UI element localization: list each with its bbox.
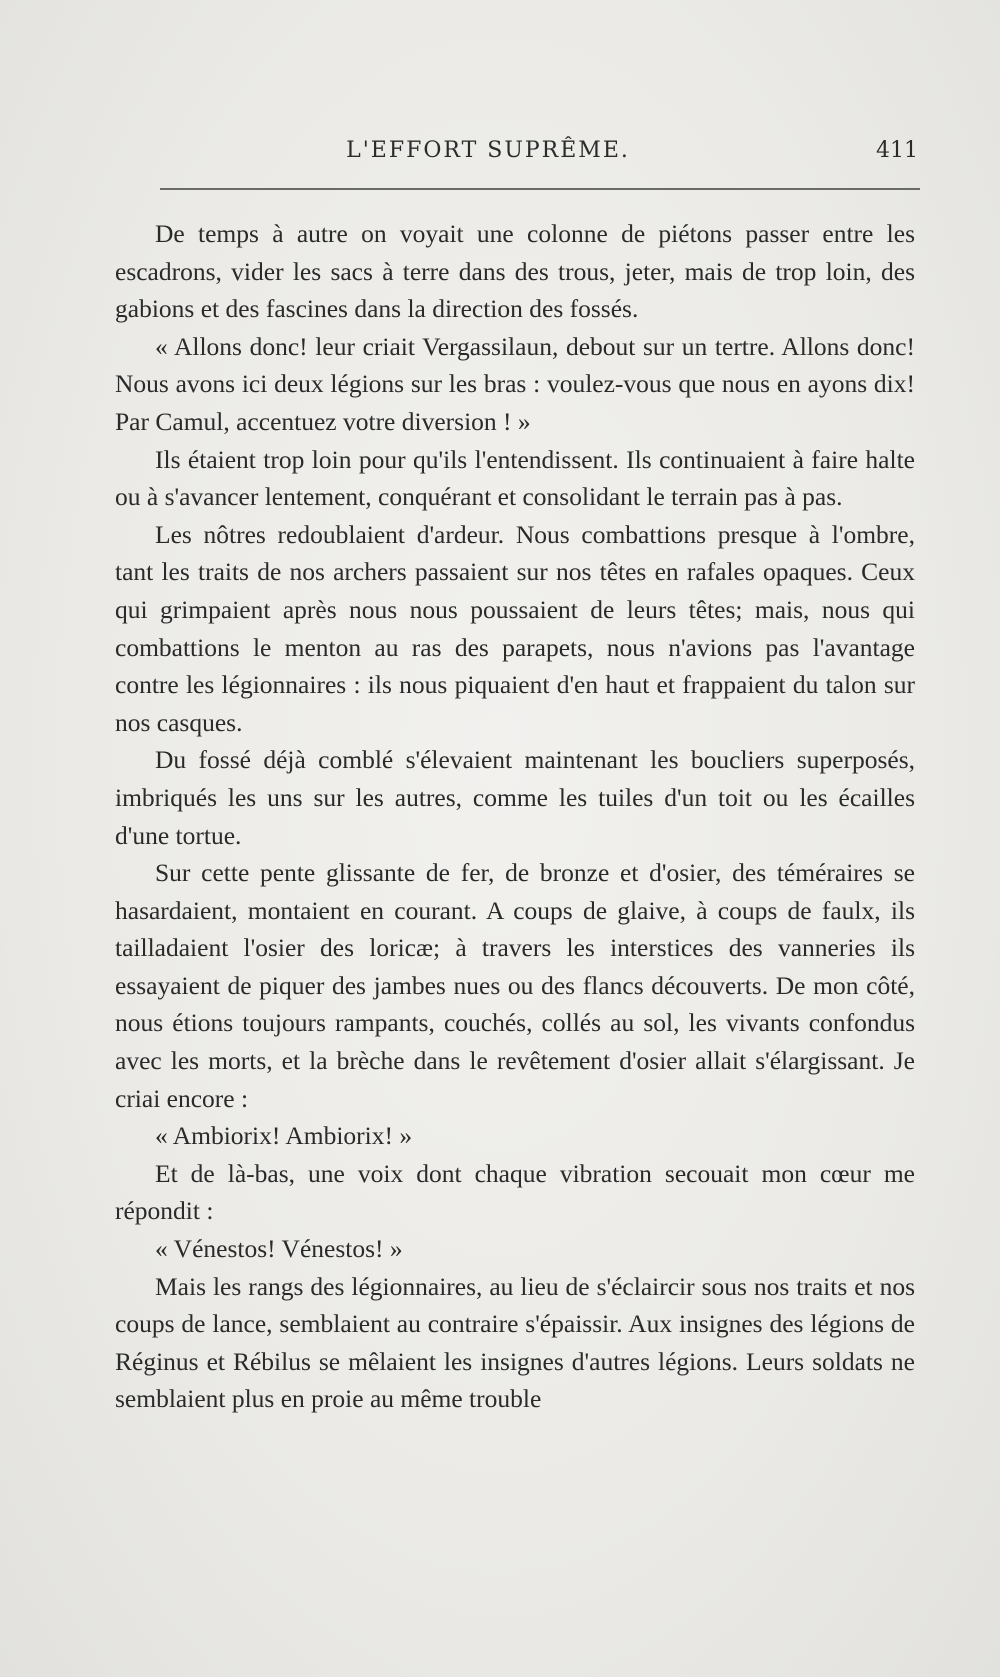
paragraph: Sur cette pente glissante de fer, de bronze et d'osier, des téméraires se hasardaient, montaient en courant. A coups de glaive, à coups de faulx, ils tailladaient l'osier des loricæ; à travers les interstices des vanneries ils essayaient de piquer des jambes nues ou des flancs découverts. De mon côté, nous étions toujours rampants, couchés, collés au sol, les vivants confondus avec les morts, et la brèche dans le revêtement d'osier allait s'élargissant. Je criai encore : bbox=[115, 858, 915, 1113]
page-number: 411 bbox=[876, 138, 918, 163]
paragraph: Du fossé déjà comblé s'élevaient maintenant les boucliers superposés, imbriqués les uns sur les autres, comme les tuiles d'un toit ou les écailles d'une tortue. bbox=[115, 745, 915, 850]
paragraph: Ils étaient trop loin pour qu'ils l'entendissent. Ils continuaient à faire halte ou à s'avancer lentement, conquérant et consolidant le terrain pas à pas. bbox=[115, 444, 915, 512]
paragraph: « Allons donc! leur criait Vergassilaun, debout sur un tertre. Allons donc! Nous avons ici deux légions sur les bras : voulez-vous que nous en ayons dix! Par Camul, accentuez votre diversion ! » bbox=[115, 331, 915, 436]
paragraph: « Vénestos! Vénestos! » bbox=[155, 1234, 403, 1264]
paragraph: Et de là-bas, une voix dont chaque vibration secouait mon cœur me répondit : bbox=[115, 1158, 915, 1226]
paragraph: De temps à autre on voyait une colonne de piétons passer entre les escadrons, vider les sacs à terre dans des trous, jeter, mais de trop loin, des gabions et des fascines dans la direction des fossés. bbox=[115, 219, 915, 324]
body-text bbox=[115, 215, 915, 1418]
running-title: L'EFFORT SUPRÊME. bbox=[346, 138, 630, 163]
paragraph: Mais les rangs des légionnaires, au lieu de s'éclaircir sous nos traits et nos coups de lance, semblaient au contraire s'épaissir. Aux insignes des légions de Réginus et Rébilus se mêlaient les insignes d'autres légions. Leurs soldats ne semblaient plus en proie au même trouble bbox=[115, 1271, 915, 1414]
header-rule bbox=[160, 188, 920, 190]
paragraph: Les nôtres redoublaient d'ardeur. Nous combattions presque à l'ombre, tant les traits de nos archers passaient sur nos têtes en rafales opaques. Ceux qui grimpaient après nous nous poussaient de leurs têtes; mais, nous qui combattions le menton au ras des parapets, nous n'avions pas l'avantage contre les légionnaires : ils nous piquaient d'en haut et frappaient du talon sur nos casques. bbox=[115, 519, 915, 737]
paragraph: « Ambiorix! Ambiorix! » bbox=[155, 1121, 413, 1151]
page-header bbox=[118, 138, 918, 172]
